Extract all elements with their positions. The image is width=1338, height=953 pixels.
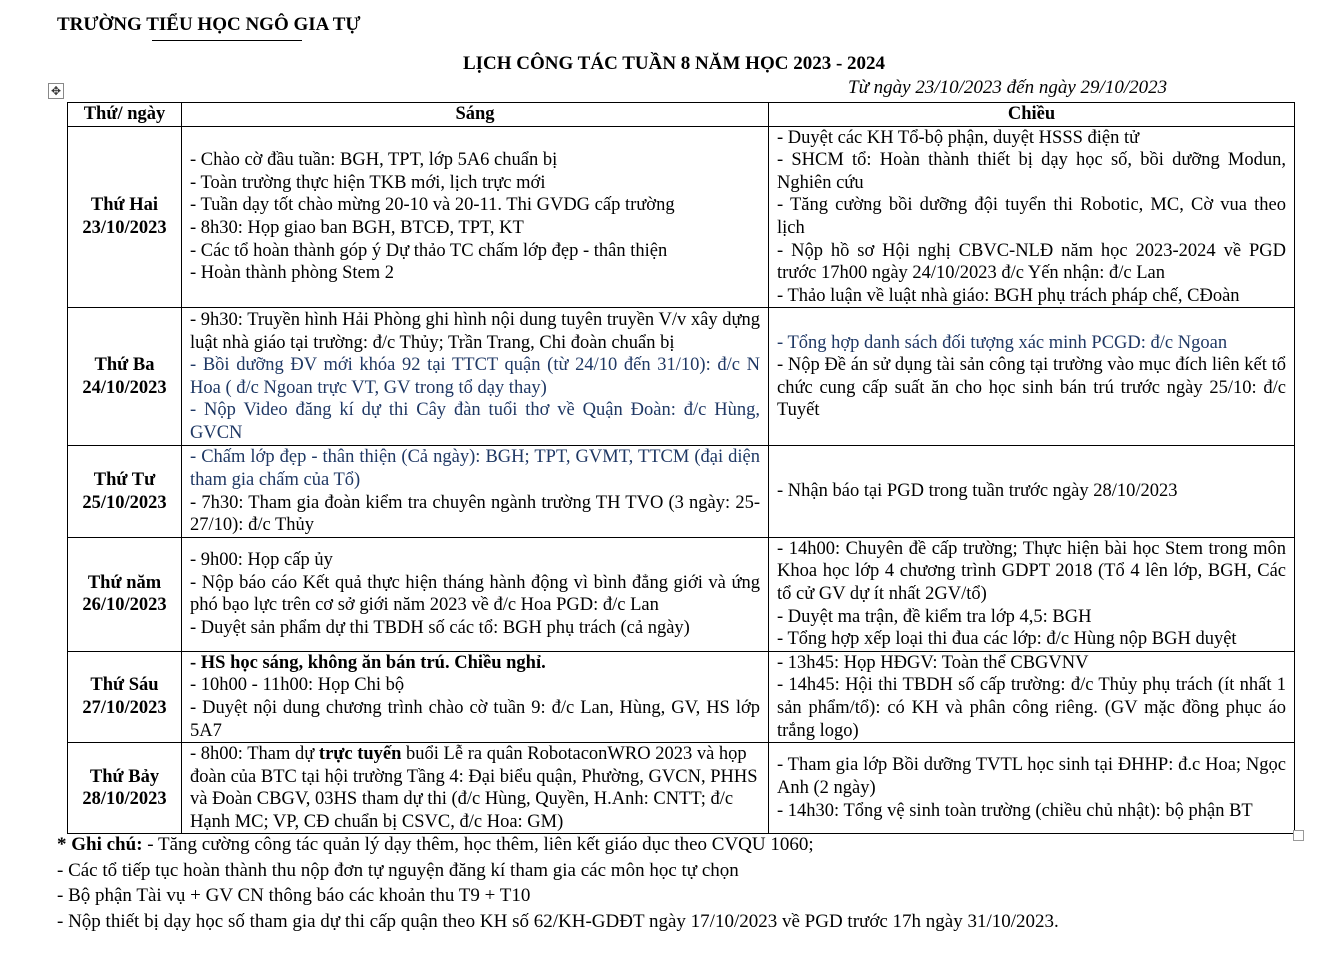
schedule-item-part: buổi Lễ ra quân RobotaconWRO 2023 và họp đoàn của BTC tại hội trường Tầng 4: Đại biểu quận, Phường, GVCN, PHHS và Đoàn CBGV, 03HS tham dự thi (đ/c Hùng, Quyền, H.Anh: CNTT; đ/c Hạnh MC; VP, CĐ chuẩn bị CSVC, đ/c Hoa: GM) bbox=[190, 744, 758, 832]
schedule-item: - Tuần dạy tốt chào mừng 20-10 và 20-11. Thi GVDG cấp trường bbox=[190, 195, 675, 216]
morning-cell bbox=[182, 537, 769, 651]
day-cell bbox=[68, 126, 182, 308]
day-cell bbox=[68, 651, 182, 742]
note-line bbox=[57, 832, 1059, 858]
table-row bbox=[68, 308, 1295, 446]
day-cell bbox=[68, 743, 182, 834]
schedule-item: - Các tổ hoàn thành góp ý Dự thảo TC chấm lớp đẹp - thân thiện bbox=[190, 240, 668, 261]
schedule-item: - Nhận báo tại PGD trong tuần trước ngày 28/10/2023 bbox=[777, 481, 1178, 502]
schedule-item: - Tổng hợp xếp loại thi đua các lớp: đ/c Hùng nộp BGH duyệt bbox=[777, 629, 1237, 650]
schedule-item: - HS học sáng, không ăn bán trú. Chiều nghỉ. bbox=[190, 652, 546, 673]
schedule-item: - Chấm lớp đẹp - thân thiện (Cả ngày): BGH; TPT, GVMT, TTCM (đại diện tham gia chấm của Tổ) bbox=[190, 447, 760, 490]
schedule-item: - 14h45: Hội thi TBDH số cấp trường: đ/c Thủy phụ trách (ít nhất 1 sản phẩm/tổ): có KH và phân công riêng. (GV mặc đồng phục áo trắng logo) bbox=[777, 675, 1286, 741]
note-line: - Nộp thiết bị dạy học số tham gia dự thi cấp quận theo KH số 62/KH-GDĐT ngày 17/10/2023 về PGD trước 17h ngày 31/10/2023. bbox=[57, 910, 1059, 932]
schedule-item bbox=[190, 743, 760, 833]
day-date: 24/10/2023 bbox=[82, 377, 167, 398]
day-date: 26/10/2023 bbox=[82, 595, 167, 616]
schedule-item: - Duyệt nội dung chương trình chào cờ tuần 9: đ/c Lan, Hùng, GV, HS lớp 5A7 bbox=[190, 697, 760, 741]
day-date: 25/10/2023 bbox=[82, 492, 167, 513]
day-date: 28/10/2023 bbox=[82, 789, 167, 810]
morning-cell bbox=[182, 446, 769, 537]
column-header-day: Thứ/ ngày bbox=[68, 103, 182, 127]
day-name: Thứ Tư bbox=[93, 469, 156, 490]
afternoon-cell bbox=[769, 446, 1295, 537]
schedule-item: - 14h30: Tổng vệ sinh toàn trường (chiều chủ nhật): bộ phận BT bbox=[777, 800, 1253, 821]
day-name: Thứ Bảy bbox=[89, 766, 160, 787]
note-text: - Tăng cường công tác quản lý dạy thêm, học thêm, liên kết giáo dục theo CVQU 1060; bbox=[142, 834, 814, 855]
schedule-item: - Nộp Đề án sử dụng tài sản công tại trường vào mục đích liên kết tổ chức cung cấp suất ăn cho học sinh bán trú trước ngày 25/10: đ/c Tuyết bbox=[777, 355, 1286, 421]
afternoon-cell bbox=[769, 126, 1295, 308]
day-date: 27/10/2023 bbox=[82, 697, 167, 718]
schedule-item: - Bồi dưỡng ĐV mới khóa 92 tại TTCT quận (từ 24/10 đến 31/10): đ/c N Hoa ( đ/c Ngoan trực VT, GV trong tổ dạy thay) bbox=[190, 355, 760, 398]
day-cell bbox=[68, 537, 182, 651]
table-move-handle-icon[interactable]: ✥ bbox=[48, 83, 64, 99]
date-range: Từ ngày 23/10/2023 đến ngày 29/10/2023 bbox=[848, 77, 1168, 98]
note-line: - Các tổ tiếp tục hoàn thành thu nộp đơn tự nguyện đăng kí tham gia các môn học tự chọn bbox=[57, 859, 739, 881]
schedule-item: - 7h30: Tham gia đoàn kiểm tra chuyên ngành trường TH TVO (3 ngày: 25-27/10): đ/c Thủy bbox=[190, 492, 760, 536]
notes-label: * Ghi chú: bbox=[57, 834, 143, 855]
schedule-item: - Duyệt các KH Tổ-bộ phận, duyệt HSSS điện tử bbox=[777, 127, 1140, 148]
afternoon-cell bbox=[769, 308, 1295, 446]
schedule-item: - SHCM tổ: Hoàn thành thiết bị dạy học số, bồi dưỡng Modun, Nghiên cứu bbox=[777, 150, 1286, 193]
schedule-item: - Tăng cường bồi dưỡng đội tuyển thi Robotic, MC, Cờ vua theo lịch bbox=[777, 195, 1286, 238]
schedule-item: - 14h00: Chuyên đề cấp trường; Thực hiện bài học Stem trong môn Khoa học lớp 4 chương trình GDPT 2018 (Tổ 4 lên lớp, BGH, Các tổ cử GV dự ít nhất 2GV/tổ) bbox=[777, 538, 1286, 604]
morning-cell bbox=[182, 651, 769, 742]
notes-section bbox=[57, 832, 1059, 934]
column-header-afternoon: Chiều bbox=[769, 103, 1295, 127]
morning-cell bbox=[182, 126, 769, 308]
table-row bbox=[68, 126, 1295, 308]
schedule-item: - Thảo luận về luật nhà giáo: BGH phụ trách pháp chế, CĐoàn bbox=[777, 285, 1240, 306]
table-row bbox=[68, 651, 1295, 742]
morning-cell bbox=[182, 308, 769, 446]
schedule-item: - Nộp báo cáo Kết quả thực hiện tháng hành động vì bình đẳng giới và ứng phó bạo lực trên cơ sở giới năm 2023 về đ/c Hoa PGD: đ/c Lan bbox=[190, 572, 760, 616]
table-row bbox=[68, 743, 1295, 834]
table-row bbox=[68, 537, 1295, 651]
schedule-item: - 9h00: Họp cấp ủy bbox=[190, 550, 333, 571]
schedule-item: - Duyệt ma trận, đề kiểm tra lớp 4,5: BGH bbox=[777, 606, 1092, 627]
day-name: Thứ Ba bbox=[94, 355, 155, 376]
day-cell bbox=[68, 308, 182, 446]
schedule-item: - Hoàn thành phòng Stem 2 bbox=[190, 263, 394, 284]
schedule-item: - Nộp hồ sơ Hội nghị CBVC-NLĐ năm học 2023-2024 về PGD trước 17h00 ngày 24/10/2023 đ/c Yến nhận: đ/c Lan bbox=[777, 240, 1286, 284]
schedule-item: - 8h30: Họp giao ban BGH, BTCĐ, TPT, KT bbox=[190, 217, 524, 238]
schedule-item: - 13h45: Họp HĐGV: Toàn thể CBGVNV bbox=[777, 652, 1089, 673]
day-name: Thứ Hai bbox=[90, 195, 159, 216]
schedule-item: - 9h30: Truyền hình Hải Phòng ghi hình nội dung tuyên truyền V/v xây dựng luật nhà giáo tại trường: đ/c Thủy; Trần Trang, Chi đoàn chuẩn bị bbox=[190, 310, 760, 353]
schedule-item: - Chào cờ đầu tuần: BGH, TPT, lớp 5A6 chuẩn bị bbox=[190, 150, 558, 171]
afternoon-cell bbox=[769, 537, 1295, 651]
schedule-item-part: trực tuyến bbox=[318, 744, 402, 765]
afternoon-cell bbox=[769, 651, 1295, 742]
schedule-title: LỊCH CÔNG TÁC TUẦN 8 NĂM HỌC 2023 - 2024 bbox=[462, 53, 886, 74]
schedule-item: - 10h00 - 11h00: Họp Chi bộ bbox=[190, 675, 405, 696]
schedule-item: - Tham gia lớp Bồi dưỡng TVTL học sinh tại ĐHHP: đ.c Hoa; Ngọc Anh (2 ngày) bbox=[777, 755, 1286, 798]
day-name: Thứ năm bbox=[87, 572, 162, 593]
schedule-item: - Toàn trường thực hiện TKB mới, lịch trực mới bbox=[190, 172, 546, 193]
afternoon-cell bbox=[769, 743, 1295, 834]
school-underline bbox=[152, 40, 302, 41]
day-date: 23/10/2023 bbox=[82, 217, 167, 238]
morning-cell bbox=[182, 743, 769, 834]
school-name: TRƯỜNG TIỂU HỌC NGÔ GIA TỰ bbox=[57, 14, 361, 35]
day-name: Thứ Sáu bbox=[90, 675, 159, 696]
column-header-morning: Sáng bbox=[182, 103, 769, 127]
schedule-item: - Tổng hợp danh sách đối tượng xác minh PCGD: đ/c Ngoan bbox=[777, 332, 1228, 353]
schedule-item: - Duyệt sản phẩm dự thi TBDH số các tổ: BGH phụ trách (cả ngày) bbox=[190, 617, 690, 638]
table-row bbox=[68, 446, 1295, 537]
note-line: - Bộ phận Tài vụ + GV CN thông báo các khoản thu T9 + T10 bbox=[57, 885, 531, 906]
schedule-item-part: - 8h00: Tham dự bbox=[190, 744, 319, 765]
table-header-row bbox=[68, 103, 1295, 127]
table-resize-handle[interactable] bbox=[1293, 830, 1304, 841]
schedule-item: - Nộp Video đăng kí dự thi Cây đàn tuổi thơ về Quận Đoàn: đ/c Hùng, GVCN bbox=[190, 400, 760, 444]
day-cell bbox=[68, 446, 182, 537]
schedule-table bbox=[67, 102, 1295, 834]
